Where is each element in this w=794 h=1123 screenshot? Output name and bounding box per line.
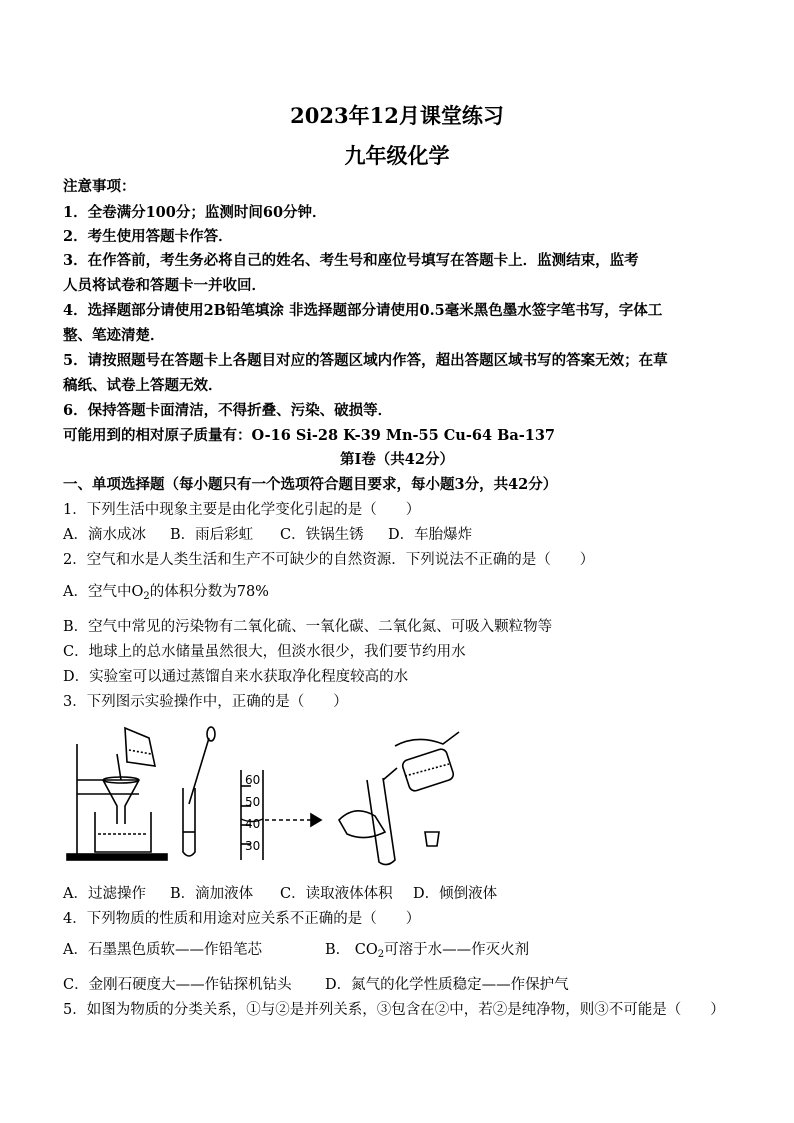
notice-item: 3．在作答前，考生务必将自己的姓名、考生号和座位号填写在答题卡上．监测结束，监考 <box>63 252 639 269</box>
q3-option-a: A．过滤操作 <box>63 886 146 902</box>
scale-label: 40 <box>245 817 261 831</box>
q1-option-c: C．铁锅生锈 <box>280 527 364 543</box>
notice-item: 2．考生使用答题卡作答． <box>63 228 233 245</box>
notice-item: 1．全卷满分100分；监测时间60分钟． <box>63 204 327 221</box>
q4-option-c: C．金刚石硬度大——作钻探机钻头 <box>63 977 292 993</box>
question-5-stem: 5．如图为物质的分类关系，①与②是并列关系，③包含在②中，若②是纯净物，则③不可能是（ ） <box>63 1002 725 1018</box>
page-subtitle: 九年级化学 <box>344 143 450 168</box>
q2-option-a: A．空气中$O_2$的体积分数为78% <box>63 584 269 602</box>
notice-item: 4．选择题部分请使用2B铅笔填涂 非选择题部分请使用0.5毫米黑色墨水签字笔书写，字体工 <box>63 302 663 319</box>
notice-heading: 注意事项： <box>63 178 136 195</box>
scale-label: 60 <box>245 773 261 787</box>
q4-option-a: A．石墨黑色质软——作铅笔芯 <box>63 942 262 958</box>
q1-option-b: B．雨后彩虹 <box>170 527 254 543</box>
dropper-test-tube <box>183 727 215 856</box>
question-2-stem: 2．空气和水是人类生活和生产不可缺少的自然资源．下列说法不正确的是（ ） <box>63 552 595 568</box>
question-1-stem: 1．下列生活中现象主要是由化学变化引起的是（ ） <box>63 502 421 518</box>
q2-option-d: D．实验室可以通过蒸馏自来水获取净化程度较高的水 <box>63 669 409 685</box>
q1-option-d: D．车胎爆炸 <box>388 527 473 543</box>
q4-option-d: D．氮气的化学性质稳定——作保护气 <box>325 977 569 993</box>
q3-option-c: C．读取液体体积 <box>280 886 393 902</box>
q2-option-b: B．空气中常见的污染物有二氧化硫、一氧化碳、二氧化氮、可吸入颗粒物等 <box>63 619 553 635</box>
question-4-stem: 4．下列物质的性质和用途对应关系不正确的是（ ） <box>63 911 421 927</box>
q3-option-b: B．滴加液体 <box>170 886 254 902</box>
filtration-apparatus <box>67 728 167 860</box>
scale-label: 30 <box>245 839 261 853</box>
question-3-stem: 3．下列图示实验操作中，正确的是（ ） <box>63 694 348 710</box>
q2-option-c: C．地球上的总水储量虽然很大，但淡水很少，我们要节约用水 <box>63 644 466 660</box>
notice-item: 整、笔迹清楚． <box>63 327 165 344</box>
page-title: 2023年12月课堂练习 <box>290 103 504 128</box>
scale-label: 50 <box>245 795 261 809</box>
volume-heading: 第Ⅰ卷（共42分） <box>340 451 454 468</box>
q3-option-d: D．倾倒液体 <box>413 886 498 902</box>
notice-item: 稿纸、试卷上答题无效． <box>63 377 223 394</box>
atomic-masses: 可能用到的相对原子质量有：O-16 Si-28 K-39 Mn-55 Cu-64 Ba-137 <box>63 427 556 444</box>
section-heading: 一、单项选择题（每小题只有一个选项符合题目要求，每小题3分，共42分） <box>63 476 558 493</box>
lab-operations-figure <box>65 724 485 872</box>
q4-option-b: B． $CO_2$可溶于水——作灭火剂 <box>325 942 530 960</box>
notice-item: 人员将试卷和答题卡一并收回． <box>63 277 266 294</box>
notice-item: 5．请按照题号在答题卡上各题目对应的答题区域内作答，超出答题区域书写的答案无效；在草 <box>63 352 668 369</box>
pouring-liquid <box>339 732 459 865</box>
q1-option-a: A．滴水成冰 <box>63 527 146 543</box>
notice-item: 6．保持答题卡面清洁，不得折叠、污染、破损等． <box>63 402 393 419</box>
